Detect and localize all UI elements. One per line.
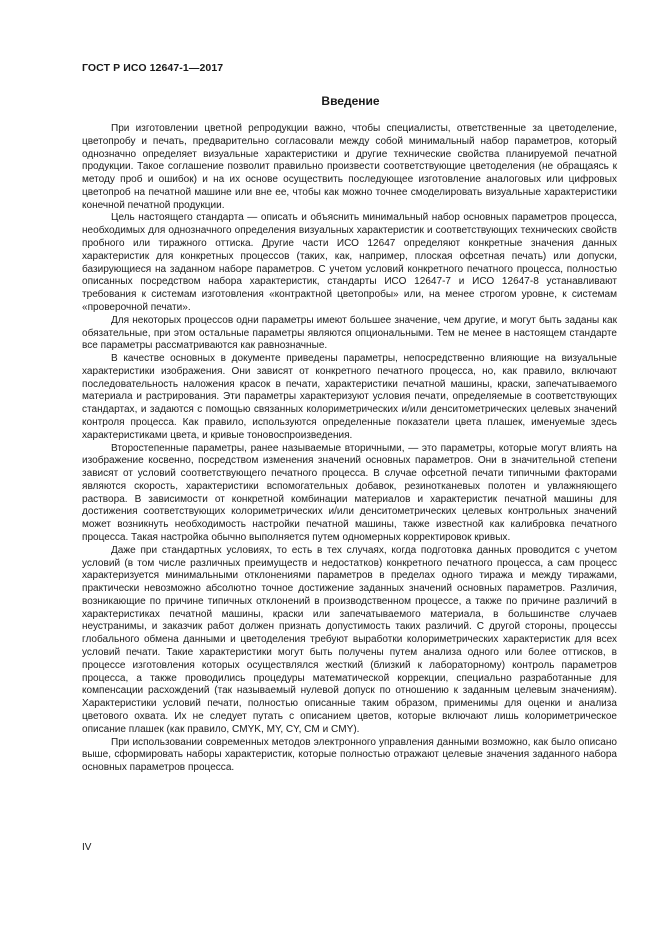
- paragraph: Цель настоящего стандарта — описать и объяснить минимальный набор основных параметров процесса, необходимых для однозначного определения визуальных характеристик и соответствующих технических свойств пробного или тиражного оттиска. Другие части ИСО 12647 определяют конкретные значения данных характеристик для конкретных процессов (таких, как, например, плоская офсетная печать) или допуски, базирующиеся на заданном наборе параметров. С учетом условий конкретного печатного процесса, полностью описанных посредством набора характеристик, стандарты ИСО 12647-7 и ИСО 12647-8 устанавливают требования к системам изготовления «контрактной цветопробы» или, на менее строгом уровне, к системам «проверочной печати».: [82, 212, 617, 313]
- paragraph: Даже при стандартных условиях, то есть в тех случаях, когда подготовка данных проводится с учетом условий (в том числе различных преимуществ и недостатков) конкретного печатного процесса, а сам процесс характеризуется минимальными отклонениями параметров в пределах одного тиража и между тиражами, практически невозможно абсолютно точное достижение заданных значений основных параметров. Различия, возникающие по причине типичных отклонений в производственном процессе, а также по причине различий в характеристиках печатной машины, краски или запечатываемого материала, в большинстве случаев неустранимы, и заказчик работ должен признать допустимость таких различий. С другой стороны, процессы глобального обмена данными и цветоделения требуют выработки колориметрических характеристик для всех условий печати. Такие характеристики могут быть получены путем анализа одного или более оттисков, в процессе изготовления которых осуществлялся жесткий (близкий к лабораторному) контроль параметров процесса, а также проводились процедуры математической коррекции, специально разработанные для компенсации расхождений (так называемый нулевой допуск по отношению к заданным целевым значениям). Характеристики условий печати, полностью описанные таким образом, применимы для оценки и анализа цветового охвата. Их не следует путать с описанием цветов, которые включают лишь колориметрическое описание плашек (как правило, CMYK, MY, CY, CM и CMY).: [82, 544, 617, 735]
- paragraph: При изготовлении цветной репродукции важно, чтобы специалисты, ответственные за цветоделение, цветопробу и печать, предварительно согласовали между собой минимальный набор параметров, который однозначно определяет визуальные характеристики и другие технические свойства планируемой печатной продукции. Такое соглашение позволит правильно произвести соответствующие цветоделения (не обращаясь к методу проб и ошибок) и на их основе осуществить последующее изготовление аналоговых или цифровых цветопроб на печатной машине или вне ее, чтобы как можно точнее смоделировать визуальные характеристики конечной печатной продукции.: [82, 123, 617, 211]
- page-number: IV: [82, 842, 92, 853]
- paragraph: При использовании современных методов электронного управления данными возможно, как было описано выше, сформировать наборы характеристик, которые полностью отражают целевые значения заданного набора основных параметров процесса.: [82, 736, 617, 774]
- paragraph: В качестве основных в документе приведены параметры, непосредственно влияющие на визуальные характеристики изображения. Они зависят от конкретного печатного процесса, но, как правило, включают последовательность наложения красок в печати, характеристики печатной машины, краски, запечатываемого материала и растрирования. Эти параметры характеризуют условия печати, определяемые в соответствующих стандартах, и задаются с помощью связанных колориметрических и/или денситометрических целевых значений контроля процесса. Как правило, используются определенные показатели цвета плашек, именуемые здесь характеристиками цвета, и кривые тоновоспроизведения.: [82, 353, 617, 441]
- section-title: Введение: [321, 94, 380, 108]
- body-text: [82, 123, 617, 775]
- standard-code-header: ГОСТ Р ИСО 12647-1—2017: [82, 62, 224, 74]
- paragraph: Второстепенные параметры, ранее называемые вторичными, — это параметры, которые могут влиять на изображение косвенно, посредством изменения значений основных параметров. Они в значительной степени зависят от условий соответствующего печатного процесса. В случае офсетной печати типичными факторами являются скорость, характеристики вспомогательных добавок, резинотканевых полотен и увлажняющего раствора. В зависимости от конкретной комбинации материалов и характеристик печатной машины для достижения соответствующих колориметрических и/или денситометрических целевых контрольных значений может возникнуть необходимость настройки печатной машины, также известной как калибровка печатного процесса. Такая настройка обычно выполняется путем одномерных корректировок кривых.: [82, 442, 617, 543]
- paragraph: Для некоторых процессов одни параметры имеют большее значение, чем другие, и могут быть заданы как обязательные, при этом остальные параметры являются опциональными. Тем не менее в настоящем стандарте все параметры рассматриваются как равнозначные.: [82, 314, 617, 352]
